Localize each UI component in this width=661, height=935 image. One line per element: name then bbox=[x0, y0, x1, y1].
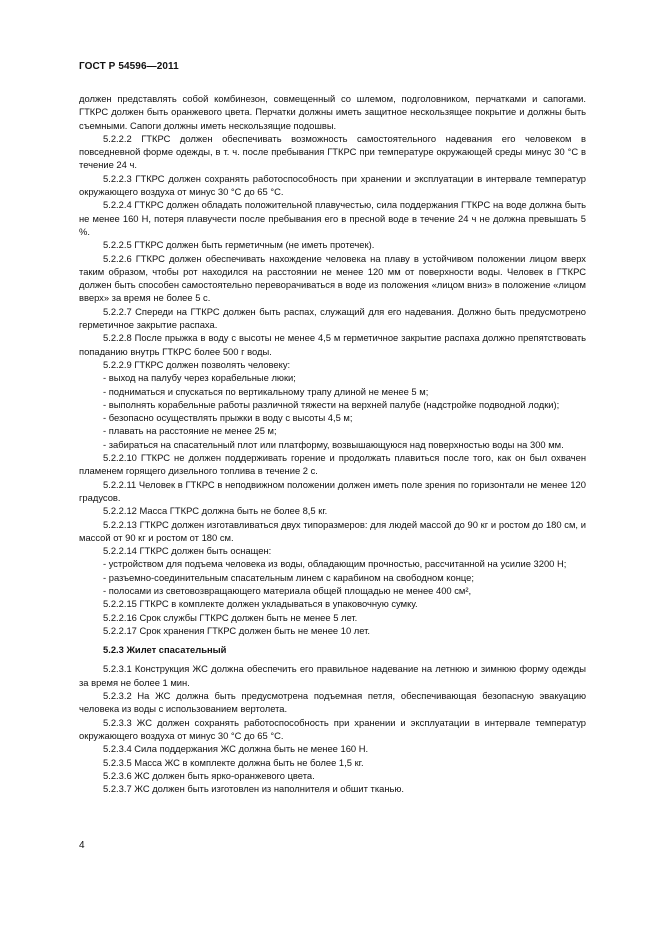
list-item: - безопасно осуществлять прыжки в воду с высоты 4,5 м; bbox=[103, 412, 353, 424]
paragraph: 5.2.2.12 Масса ГТКРС должна быть не более 8,5 кг. bbox=[103, 505, 328, 517]
paragraph: 5.2.3.1 Конструкция ЖС должна обеспечить его правильное надевание на летнюю и зимнюю форму одежды за время не более 1 мин. bbox=[79, 663, 586, 688]
paragraph: 5.2.3.2 На ЖС должна быть предусмотрена подъемная петля, обеспечивающая безопасную эвакуацию человека из воды с использованием вертолета. bbox=[79, 690, 586, 715]
list-item: - подниматься и спускаться по вертикальному трапу длиной не менее 5 м; bbox=[103, 385, 429, 397]
list-item: - выход на палубу через корабельные люки; bbox=[103, 372, 296, 384]
paragraph: 5.2.2.13 ГТКРС должен изготавливаться двух типоразмеров: для людей массой до 90 кг и ростом до 180 см, и массой от 90 кг и ростом от 180 см. bbox=[79, 518, 586, 543]
page-number: 4 bbox=[79, 840, 85, 851]
list-item: - полосами из световозвращающего материала общей площадью не менее 400 см², bbox=[103, 584, 472, 596]
list-item: - разъемно-соединительным спасательным линем с карабином на свободном конце; bbox=[103, 571, 474, 583]
paragraph: 5.2.2.7 Спереди на ГТКРС должен быть распах, служащий для его надевания. Должно быть предусмотрено герметичное закрытие распаха. bbox=[79, 305, 586, 331]
paragraph: должен представлять собой комбинезон, совмещенный со шлемом, подголовником, перчатками и сапогами. ГТКРС должен быть оранжевого цвета. Перчатки должны иметь защитное нескользящее покрытие и должны быть съемными. Сапоги должны иметь нескользящие подошвы. bbox=[79, 93, 586, 131]
paragraph: 5.2.2.15 ГТКРС в комплекте должен укладываться в упаковочную сумку. bbox=[103, 598, 418, 610]
paragraph: 5.2.2.6 ГТКРС должен обеспечивать нахождение человека на плаву в устойчивом положении лицом вверх таким образом, чтобы рот находился на расстоянии не менее 120 мм от поверхности воды. Человек в ГТКРС должен быть способен самостоятельно переворачиваться в воде из положения «лицом вниз» в положение «лицом вверх» за время не более 5 с. bbox=[79, 252, 586, 304]
list-item: - устройством для подъема человека из воды, обладающим прочностью, рассчитанной на усилие 3200 Н; bbox=[103, 558, 567, 570]
paragraph: 5.2.2.17 Срок хранения ГТКРС должен быть не менее 10 лет. bbox=[103, 624, 371, 636]
paragraph: 5.2.2.11 Человек в ГТКРС в неподвижном положении должен иметь поле зрения по горизонтали не менее 120 градусов. bbox=[79, 478, 586, 503]
paragraph: 5.2.2.10 ГТКРС не должен поддерживать горение и продолжать плавиться после того, как он был охвачен пламенем горящего дизельного топлива в течение 2 с. bbox=[79, 452, 586, 477]
document-body bbox=[79, 92, 586, 795]
paragraph: 5.2.2.3 ГТКРС должен сохранять работоспособность при хранении и эксплуатации в интервале температур окружающего воздуха от минус 30 °С до 65 °С. bbox=[79, 172, 586, 198]
list-item: - выполнять корабельные работы различной тяжести на верхней палубе (надстройке подводной лодки); bbox=[103, 398, 560, 410]
paragraph: 5.2.2.9 ГТКРС должен позволять человеку: bbox=[103, 358, 291, 370]
paragraph: 5.2.2.2 ГТКРС должен обеспечивать возможность самостоятельного надевания его человеком в повседневной форме одежды, в т. ч. после пребывания ГТКРС при температуре окружающей среды минус 30 °С в течение 24 ч. bbox=[79, 132, 586, 171]
list-item: - плавать на расстояние не менее 25 м; bbox=[103, 425, 277, 437]
paragraph: 5.2.2.4 ГТКРС должен обладать положительной плавучестью, сила поддержания ГТКРС на воде должна быть не менее 160 Н, потеря плавучести после пребывания его в пресной воде в течение 24 ч не должна превышать 5 %. bbox=[79, 199, 586, 237]
paragraph: 5.2.2.5 ГТКРС должен быть герметичным (не иметь протечек). bbox=[103, 239, 375, 251]
paragraph: 5.2.2.14 ГТКРС должен быть оснащен: bbox=[103, 545, 272, 557]
paragraph: 5.2.3.3 ЖС должен сохранять работоспособность при хранении и эксплуатации в интервале температур окружающего воздуха от минус 30 °С до 65 °С. bbox=[79, 716, 586, 741]
list-item: - забираться на спасательный плот или платформу, возвышающуюся над поверхностью воды на 300 мм. bbox=[103, 438, 564, 450]
paragraph: 5.2.2.16 Срок службы ГТКРС должен быть не менее 5 лет. bbox=[103, 611, 358, 623]
paragraph: 5.2.3.6 ЖС должен быть ярко-оранжевого цвета. bbox=[103, 769, 315, 781]
document-header: ГОСТ Р 54596—2011 bbox=[79, 61, 179, 72]
paragraph: 5.2.3.7 ЖС должен быть изготовлен из наполнителя и обшит тканью. bbox=[103, 783, 405, 795]
paragraph: 5.2.3.4 Сила поддержания ЖС должна быть не менее 160 Н. bbox=[103, 743, 369, 755]
paragraph: 5.2.3.5 Масса ЖС в комплекте должна быть не более 1,5 кг. bbox=[103, 756, 364, 768]
section-heading: 5.2.3 Жилет спасательный bbox=[103, 644, 227, 656]
paragraph: 5.2.2.8 После прыжка в воду с высоты не менее 4,5 м герметичное закрытие распаха должно препятствовать попаданию внутрь ГТКРС более 500 г воды. bbox=[79, 332, 586, 357]
